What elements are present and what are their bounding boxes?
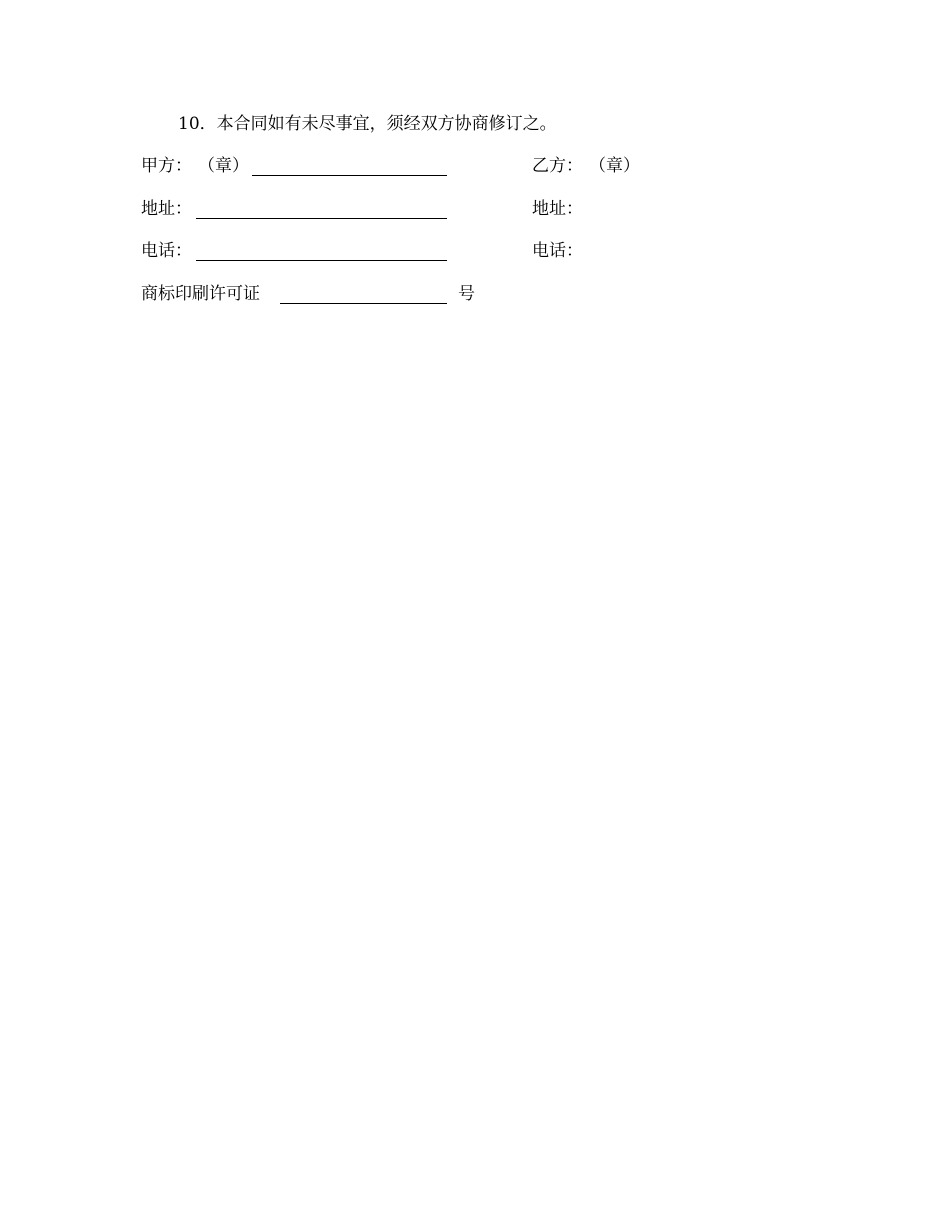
license-number-line xyxy=(280,303,447,304)
party-b-phone-label: 电话： xyxy=(532,241,583,261)
phone-row xyxy=(0,241,950,265)
license-suffix: 号 xyxy=(458,284,475,304)
signature-row xyxy=(0,156,950,180)
party-a-address-label: 地址： xyxy=(141,199,192,219)
party-b-seal: （章） xyxy=(589,156,640,176)
party-b-label: 乙方： xyxy=(532,156,583,176)
party-a-signature-line xyxy=(252,175,447,176)
clause-10: 10．本合同如有未尽事宜，须经双方协商修订之。 xyxy=(178,114,557,134)
party-a-phone-label: 电话： xyxy=(141,241,192,261)
address-row xyxy=(0,199,950,223)
party-b-address-label: 地址： xyxy=(532,199,583,219)
party-a-seal: （章） xyxy=(198,156,249,176)
party-a-address-line xyxy=(196,218,447,219)
license-label: 商标印刷许可证 xyxy=(141,284,260,304)
party-a-label: 甲方： xyxy=(141,156,192,176)
party-a-phone-line xyxy=(196,260,447,261)
license-row xyxy=(0,284,950,308)
